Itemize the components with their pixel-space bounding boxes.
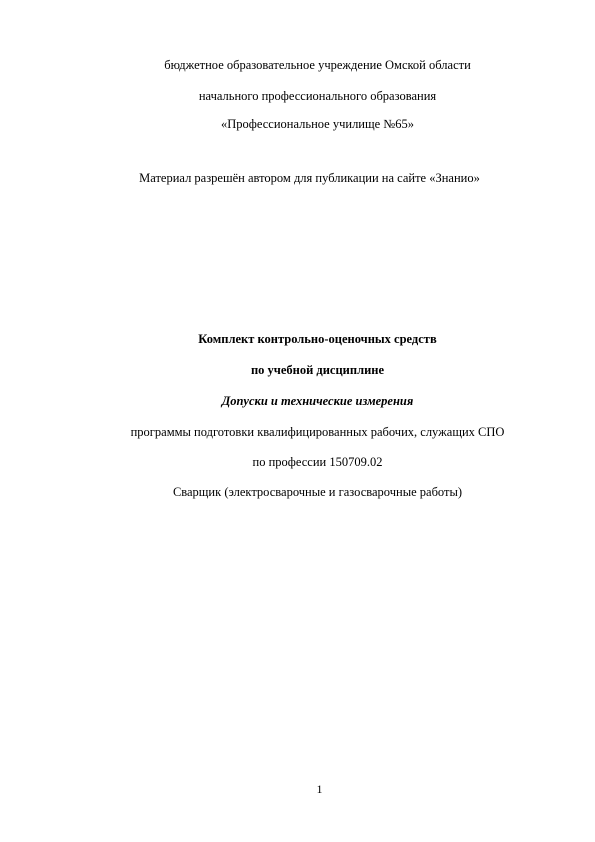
profession-line: по профессии 150709.02	[252, 455, 383, 469]
program-line: программы подготовки квалифицированных рабочих, служащих СПО	[130, 425, 505, 439]
institution-line-1: бюджетное образовательное учреждение Омской области	[164, 58, 471, 72]
discipline-name: Допуски и технические измерения	[221, 394, 414, 408]
institution-line-2: начального профессионального образования	[198, 89, 437, 103]
publication-note: Материал разрешён автором для публикации на сайте «Знанио»	[139, 171, 480, 185]
page-number: 1	[316, 782, 323, 796]
institution-line-3: «Профессиональное училище №65»	[221, 117, 414, 131]
document-title: Комплект контрольно-оценочных средств	[198, 332, 437, 346]
document-subtitle: по учебной дисциплине	[250, 363, 385, 377]
specialty-line: Сварщик (электросварочные и газосварочные работы)	[172, 485, 463, 499]
